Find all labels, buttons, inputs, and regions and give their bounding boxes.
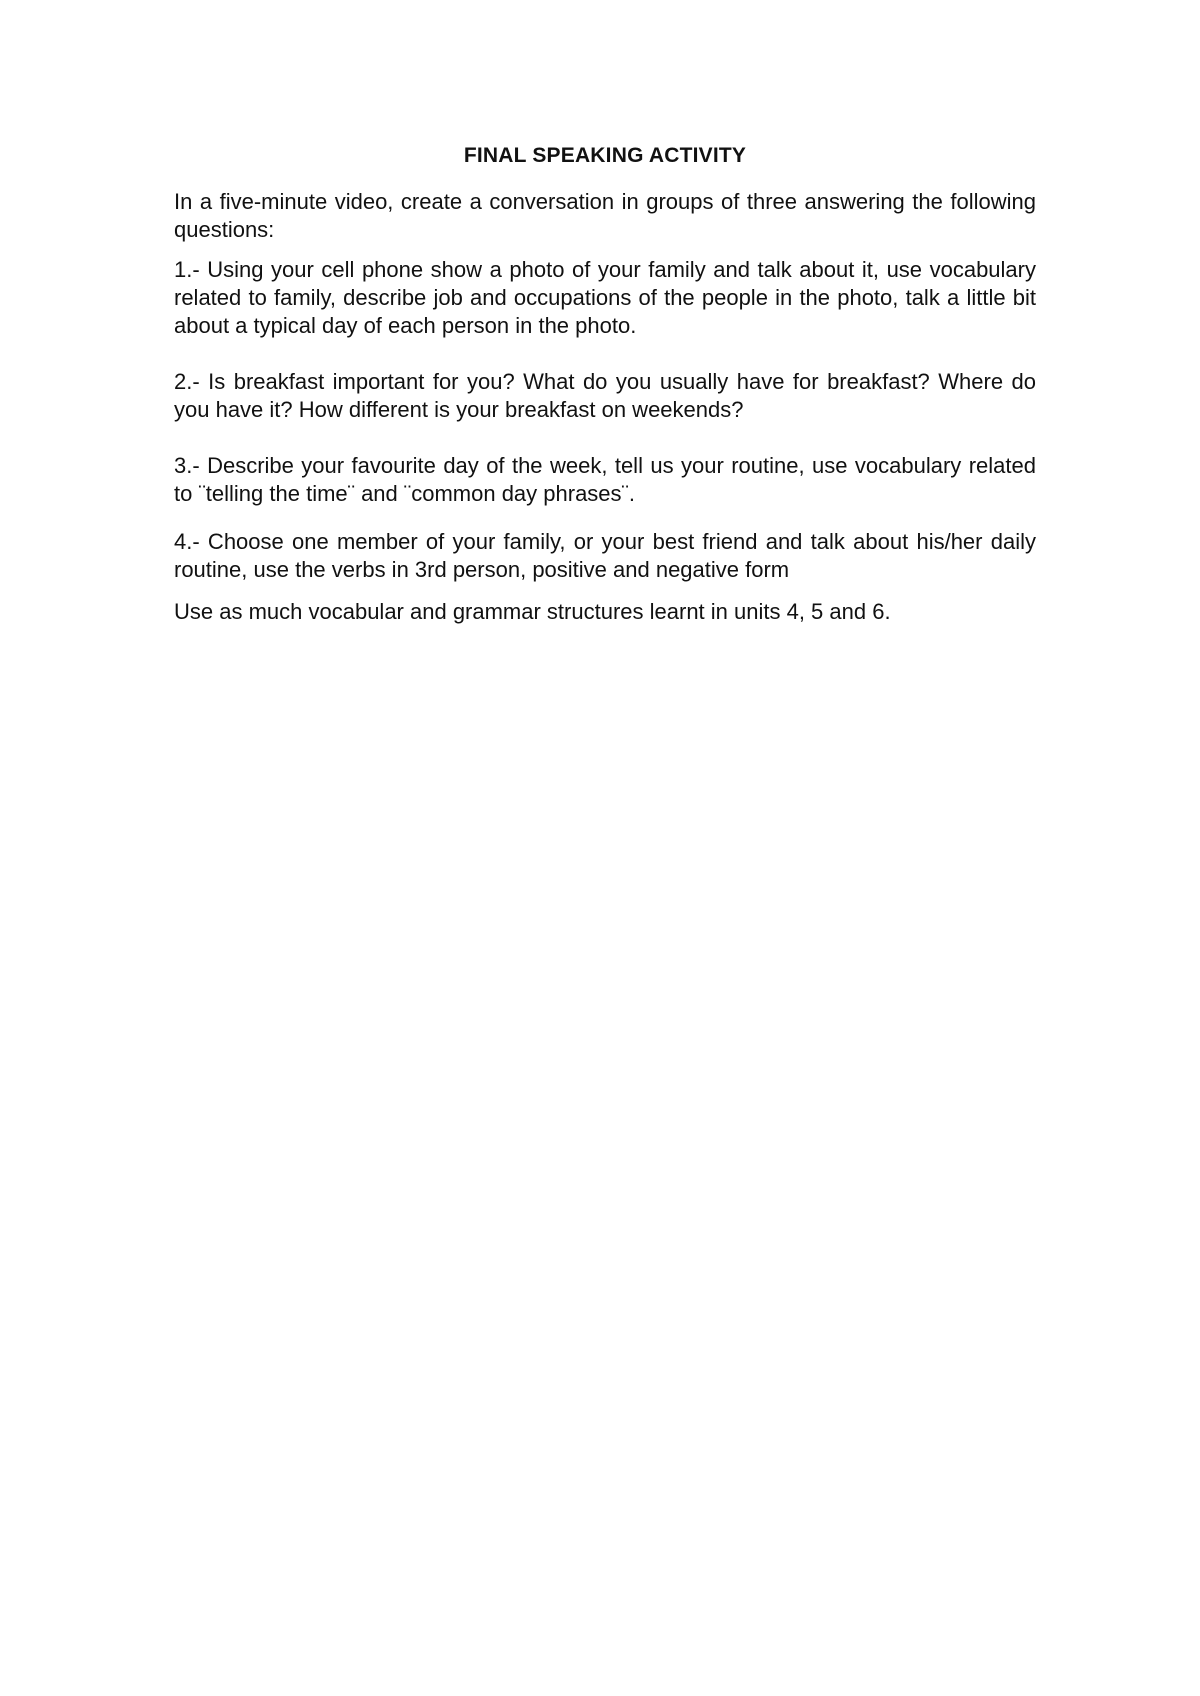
question-2: 2.- Is breakfast important for you? What do you usually have for breakfast? Where do you have it? How different is your breakfast on weekends? xyxy=(174,369,1036,422)
document-content xyxy=(174,142,1036,626)
document-title: FINAL SPEAKING ACTIVITY xyxy=(463,144,747,167)
question-3: 3.- Describe your favourite day of the week, tell us your routine, use vocabulary related to ¨telling the time¨ and ¨common day phrases¨. xyxy=(174,453,1036,506)
intro-paragraph: In a five-minute video, create a conversation in groups of three answering the following questions: xyxy=(174,189,1036,242)
question-4: 4.- Choose one member of your family, or your best friend and talk about his/her daily routine, use the verbs in 3rd person, positive and negative form xyxy=(174,529,1036,582)
closing-paragraph: Use as much vocabular and grammar structures learnt in units 4, 5 and 6. xyxy=(174,599,891,624)
question-1: 1.- Using your cell phone show a photo of your family and talk about it, use vocabulary related to family, describe job and occupations of the people in the photo, talk a little bit about a typical day of each person in the photo. xyxy=(174,257,1036,338)
